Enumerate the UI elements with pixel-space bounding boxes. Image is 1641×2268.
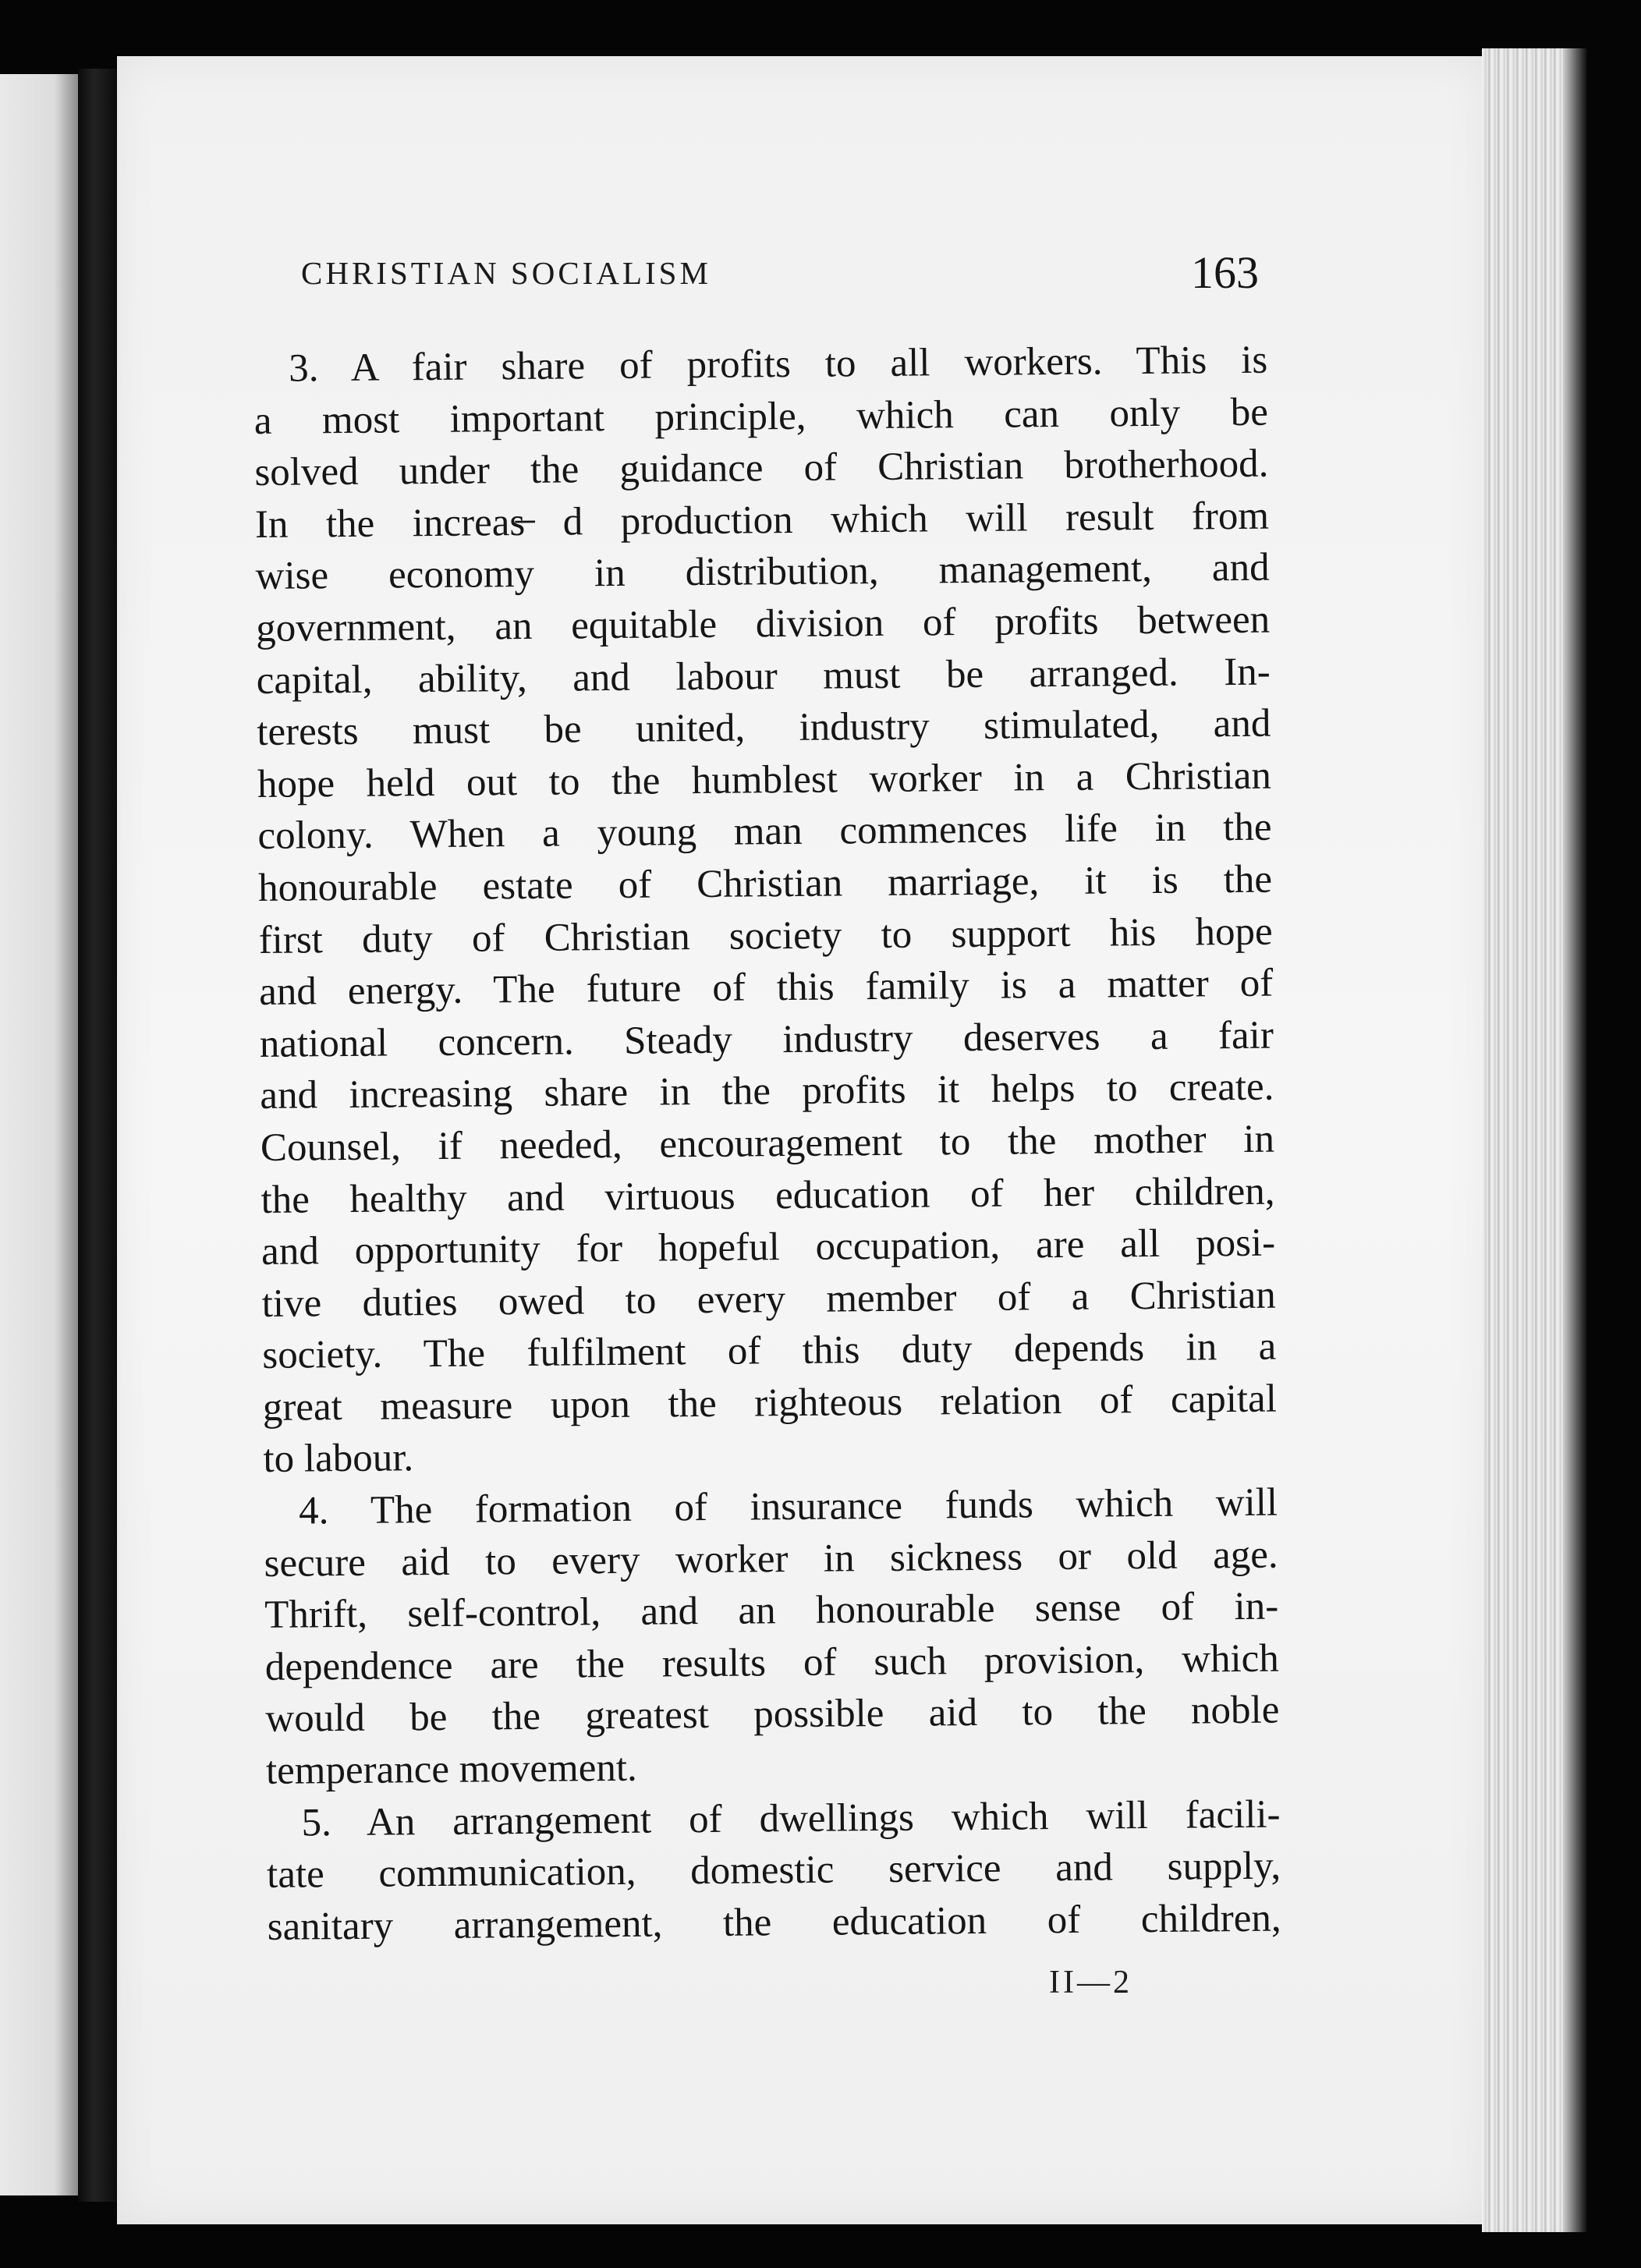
page-stack-edge [1482, 48, 1587, 2232]
text-line: and increasing share in the profits it helps to create. [260, 1065, 1274, 1118]
text-line: 5. An arrangement of dwellings which will facili- [301, 1792, 1281, 1845]
text-line: tate communication, domestic service and supply, [266, 1844, 1281, 1898]
text-line: colony. When a young man commences life in the [257, 805, 1272, 859]
text-line: wise economy in distribution, management, and [255, 546, 1270, 599]
text-line: and opportunity for hopeful occupation, are all posi- [261, 1221, 1276, 1274]
text-line: terests must be united, industry stimulated, and [257, 701, 1271, 755]
page-number: 163 [1191, 247, 1259, 298]
text-line: would be the greatest possible aid to the noble [265, 1689, 1280, 1742]
text-line: society. The fulfilment of this duty depends in a [262, 1324, 1277, 1378]
text-line: secure aid to every worker in sickness or old age. [264, 1533, 1278, 1586]
text-line: a most important principle, which can only be [253, 390, 1269, 443]
text-line: solved under the guidance of Christian brotherhood. [254, 441, 1269, 495]
facing-page-edge [0, 74, 78, 2195]
text-line: honourable estate of Christian marriage, it is the [257, 857, 1273, 910]
text-line: the healthy and virtuous education of her children, [261, 1169, 1275, 1222]
text-line: dependence are the results of such provision, which [264, 1636, 1280, 1689]
text-line: first duty of Christian society to support his hope [258, 909, 1273, 962]
body-text [253, 335, 1281, 1954]
text-line: Counsel, if needed, encouragement to the mother in [260, 1117, 1275, 1170]
text-line: capital, ability, and labour must be arranged. In- [256, 650, 1271, 703]
text-line: and energy. The future of this family is a matter of [259, 961, 1274, 1015]
text-line: great measure upon the righteous relation of capital [262, 1377, 1278, 1430]
text-line: In the increas̶ d production which will result from [254, 494, 1270, 547]
text-line: hope held out to the humblest worker in a Christian [257, 753, 1272, 806]
text-line: to labour. [263, 1436, 414, 1482]
text-line: tive duties owed to every member of a Christian [261, 1273, 1276, 1326]
book-gutter [78, 69, 119, 2202]
text-line: Thrift, self-control, and an honourable sense of in- [264, 1584, 1279, 1638]
text-line: government, an equitable division of profits between [255, 597, 1271, 650]
text-line: 4. The formation of insurance funds which will [298, 1480, 1278, 1533]
text-line: national concern. Steady industry deserves a fair [259, 1013, 1274, 1066]
text-line: 3. A fair share of profits to all workers. This is [289, 338, 1268, 391]
running-head: CHRISTIAN SOCIALISM [301, 255, 711, 291]
text-line: temperance movement. [265, 1745, 638, 1793]
text-line: sanitary arrangement, the education of children, [267, 1896, 1281, 1949]
signature-mark: II—2 [1049, 1965, 1132, 2000]
